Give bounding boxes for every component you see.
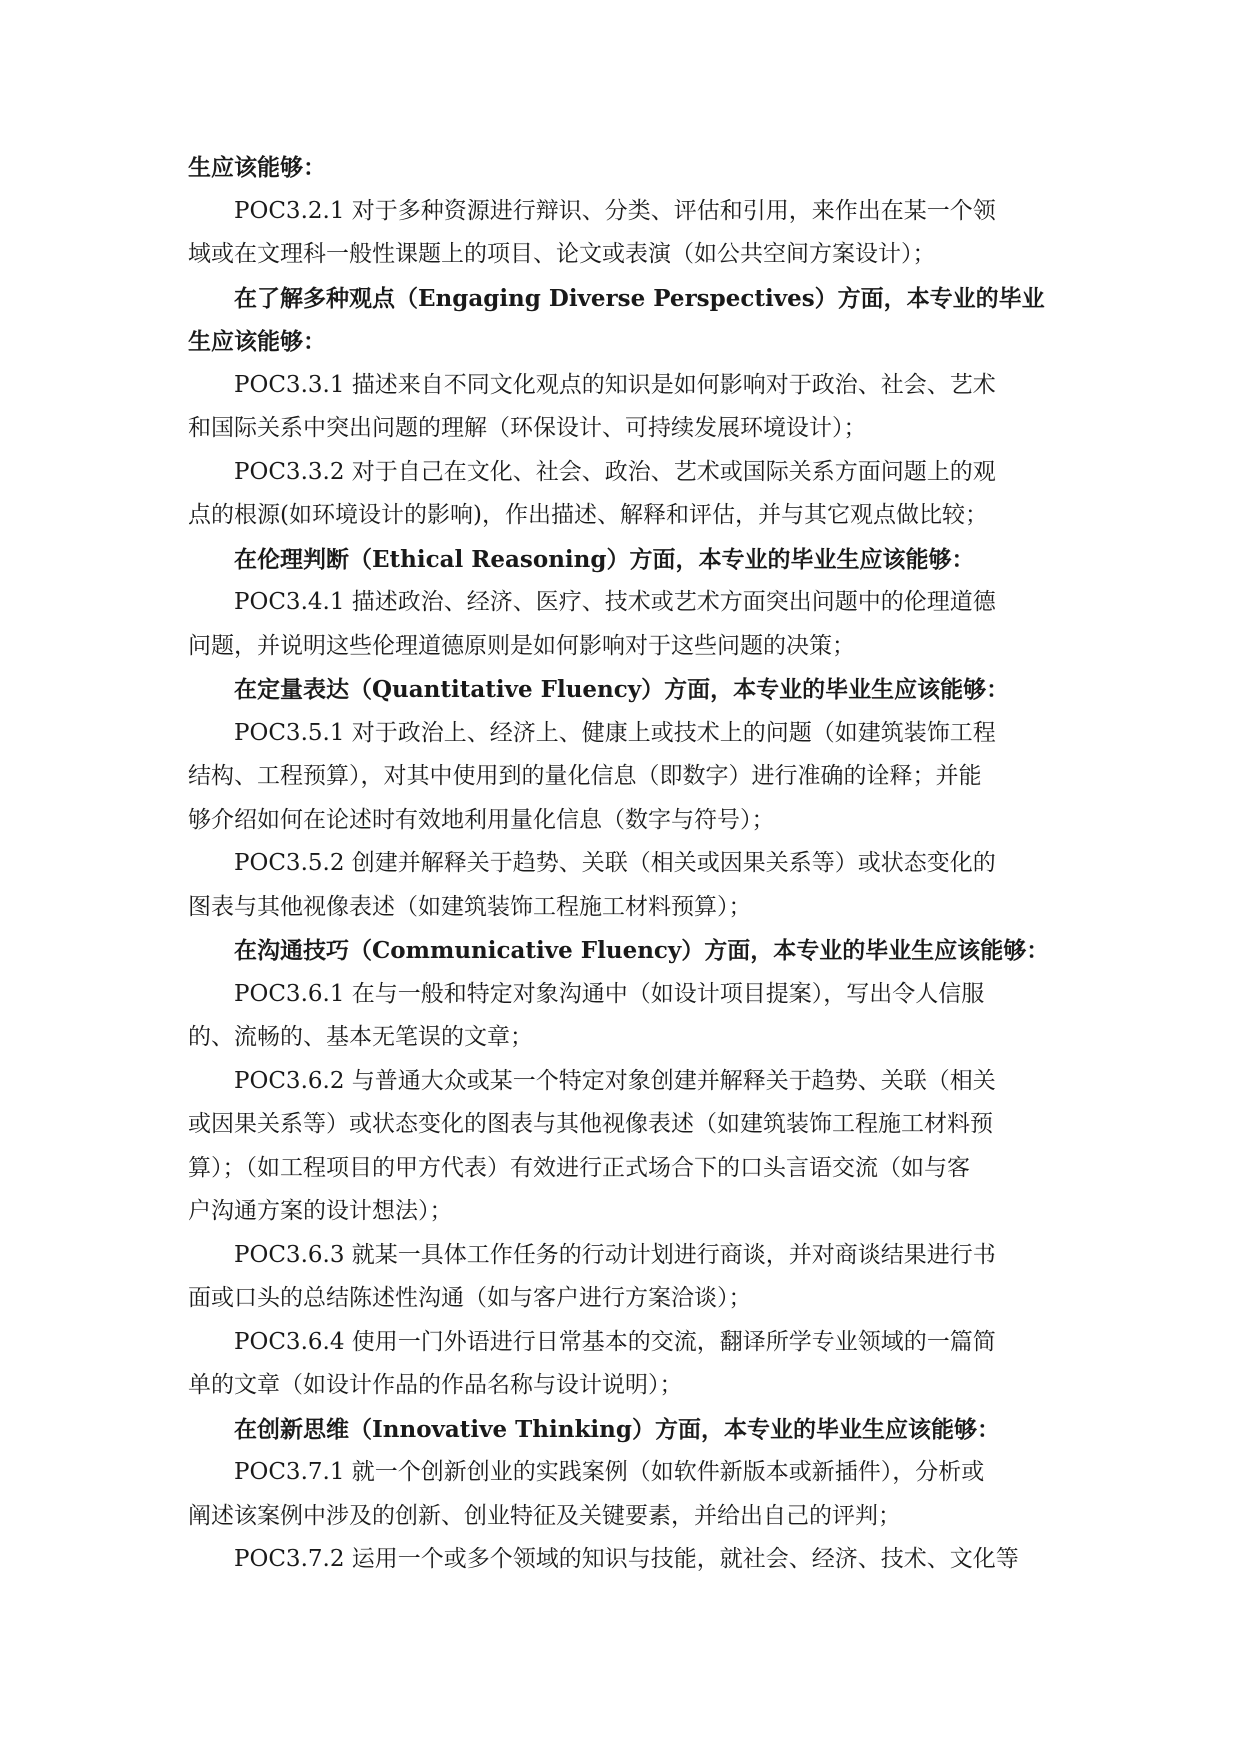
paragraph-poc-3-4-1: POC3.4.1 描述政治、经济、医疗、技术或艺术方面突出问题中的伦理道德 问题，并说明这些伦理道德原则是如何影响对于这些问题的决策； xyxy=(188,589,996,659)
section-heading-communicative-fluency: 在沟通技巧（Communicative Fluency）方面，本专业的毕业生应该能够： xyxy=(234,937,1050,964)
section-heading-diverse-perspectives: 在了解多种观点（Engaging Diverse Perspectives）方面，本专业的毕业 生应该能够： xyxy=(188,284,1045,355)
section-heading-ethical-reasoning: 在伦理判断（Ethical Reasoning）方面，本专业的毕业生应该能够： xyxy=(234,545,975,573)
paragraph-poc-3-7-2: POC3.7.2 运用一个或多个领域的知识与技能，就社会、经济、技术、文化等 xyxy=(234,1546,1019,1572)
paragraph-poc-3-6-2: POC3.6.2 与普通大众或某一个特定对象创建并解释关于趋势、关联（相关 或因果关系等）或状态变化的图表与其他视像表述（如建筑装饰工程施工材料预 算）；（如工程项目的甲方代表）有效进行正式场合下的口头言语交流（如与客 户沟通方案的设计想法）； xyxy=(188,1067,996,1224)
paragraph-poc-3-3-1: POC3.3.1 描述来自不同文化观点的知识是如何影响对于政治、社会、艺术 和国际关系中突出问题的理解（环保设计、可持续发展环境设计）； xyxy=(188,371,996,441)
paragraph-poc-3-6-4: POC3.6.4 使用一门外语进行日常基本的交流，翻译所学专业领域的一篇简 单的文章（如设计作品的作品名称与设计说明）； xyxy=(188,1328,996,1398)
paragraph-poc-3-5-1: POC3.5.1 对于政治上、经济上、健康上或技术上的问题（如建筑装饰工程 结构、工程预算），对其中使用到的量化信息（即数字）进行准确的诠释；并能 够介绍如何在论述时有效地利用量化信息（数字与符号）； xyxy=(188,719,996,833)
document-page xyxy=(188,146,1054,1582)
paragraph-poc-3-2-1: POC3.2.1 对于多种资源进行辩识、分类、评估和引用，来作出在某一个领 域或在文理科一般性课题上的项目、论文或表演（如公共空间方案设计）； xyxy=(188,197,996,267)
section-heading-continuation: 生应该能够： xyxy=(188,154,326,181)
section-heading-innovative-thinking: 在创新思维（Innovative Thinking）方面，本专业的毕业生应该能够： xyxy=(234,1415,1000,1443)
paragraph-poc-3-3-2: POC3.3.2 对于自己在文化、社会、政治、艺术或国际关系方面问题上的观 点的根源(如环境设计的影响)，作出描述、解释和评估，并与其它观点做比较； xyxy=(188,458,996,528)
section-heading-quantitative-fluency: 在定量表达（Quantitative Fluency）方面，本专业的毕业生应该能够： xyxy=(234,676,1010,703)
paragraph-poc-3-6-1: POC3.6.1 在与一般和特定对象沟通中（如设计项目提案），写出令人信服 的、流畅的、基本无笔误的文章； xyxy=(188,980,985,1050)
paragraph-poc-3-5-2: POC3.5.2 创建并解释关于趋势、关联（相关或因果关系等）或状态变化的 图表与其他视像表述（如建筑装饰工程施工材料预算）； xyxy=(188,850,996,920)
paragraph-poc-3-6-3: POC3.6.3 就某一具体工作任务的行动计划进行商谈，并对商谈结果进行书 面或口头的总结陈述性沟通（如与客户进行方案洽谈）； xyxy=(188,1241,996,1311)
paragraph-poc-3-7-1: POC3.7.1 就一个创新创业的实践案例（如软件新版本或新插件），分析或 阐述该案例中涉及的创新、创业特征及关键要素，并给出自己的评判； xyxy=(188,1459,985,1529)
